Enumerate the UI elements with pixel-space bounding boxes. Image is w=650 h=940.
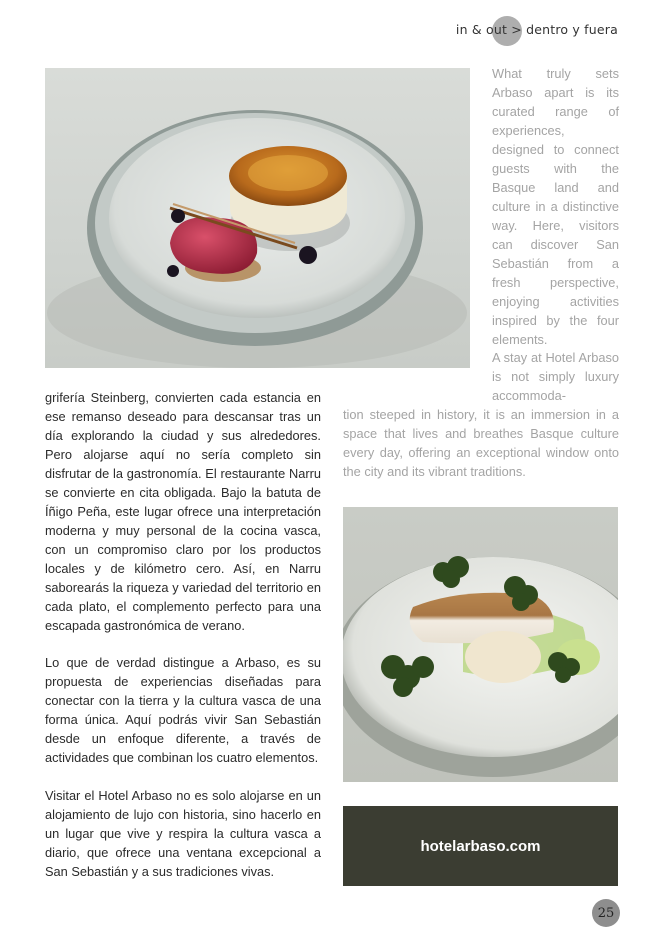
fish-dish-photo [343, 507, 618, 782]
dessert-illustration [45, 68, 470, 368]
section-title: in & out > dentro y fuera [455, 22, 618, 37]
english-paragraph-2-start: A stay at Hotel Arbaso is not simply luxury accommoda- [492, 350, 619, 403]
spanish-paragraph-1: grifería Steinberg, convierten cada estancia en ese remanso deseado para descansar tras un día explorando la ciudad y sus alrededores. Pero alojarse aquí no sería completo sin disfrutar de la gastronomía. El restaurante Narru se convierte en cita obligada. Bajo la batuta de Íñigo Peña, este lugar ofrece una interpretación moderna y muy personal de la cocina vasca, con un compromiso claro por los productos locales y de kilómetro cero. Así, en Narru saborearás la riqueza y variedad del territorio en cada plato, el complemento perfecto para una escapada gastronómica de verano. [45, 390, 321, 633]
spanish-paragraph-2: Lo que de verdad distingue a Arbaso, es su propuesta de experiencias diseñadas para conectar con la tierra y la cultura vasca de una forma única. Aquí podrás vivir San Sebastián desde un enfoque diferente, a través de actividades que combinan los cuatro elementos. [45, 655, 321, 765]
section-header [456, 22, 618, 37]
page-number: 25 [597, 905, 615, 921]
website-banner[interactable] [343, 806, 618, 886]
website-link[interactable]: hotelarbaso.com [420, 837, 541, 855]
page-number-badge [592, 899, 620, 927]
spanish-paragraph-3: Visitar el Hotel Arbaso no es solo alojarse en un alojamiento de lujo con historia, sino hacerlo en un lugar que vive y respira la cultura vasca a diario, que ofrece una ventana excepcional a San Sebastián y a sus tradiciones vivas. [45, 788, 321, 879]
english-paragraph-2-end: tion steeped in history, it is an immersion in a space that lives and breathes Basque culture every day, offering an exceptional window onto the city and its vibrant traditions. [343, 407, 619, 479]
fish-dish-illustration [343, 507, 618, 782]
dessert-photo [45, 68, 470, 368]
english-paragraph-1: What truly sets Arbaso apart is its curated range of experiences, designed to connect guests with the Basque land and culture in a distinctive way. Here, visitors can discover San Sebastián from a fresh perspective, enjoying activities inspired by the four elements. [492, 66, 619, 347]
